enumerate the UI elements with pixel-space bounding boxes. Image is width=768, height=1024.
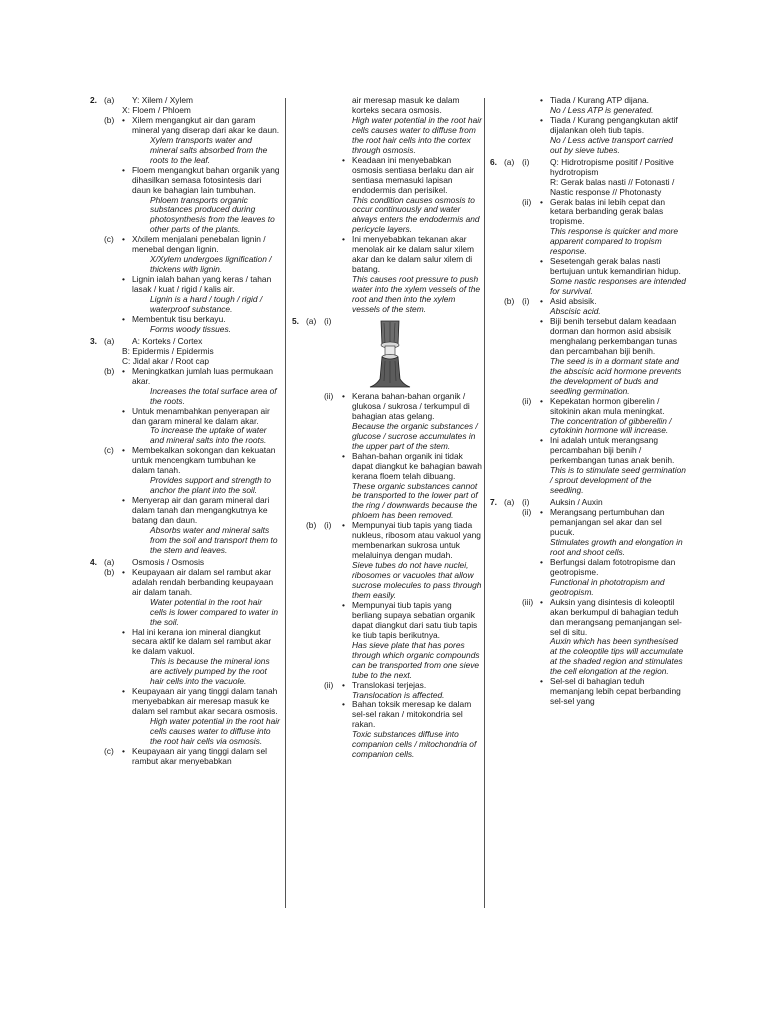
bullet: • [122,686,125,697]
subpart-label: (i) [522,156,530,167]
bullet: • [122,745,125,756]
answer-column-3 [490,96,686,707]
answer-line [490,578,686,598]
english-translation: Phloem transports organic substances produced during photosynthesis from the leaves to other parts of the plants. [150,194,275,235]
answer-text: Membentuk tisu berkayu. [132,313,226,324]
question-number: 4. [90,556,97,567]
answer-line [90,275,280,295]
english-translation: This is because the mineral ions are actively pumped by the root hair cells into the vacuole. [150,656,270,687]
answer-column-2 [292,96,482,760]
answer-line [490,466,686,496]
answer-line [90,568,280,598]
answer-text: Floem mengangkut bahan organik yang dihasilkan semasa fotosintesis dari daun ke bahagian lain tumbuhan. [132,164,280,195]
part-label: (a) [504,497,515,508]
answer-line [490,277,686,297]
part-label: (b) [104,114,115,125]
answer-text: Lignin ialah bahan yang keras / tahan lasak / kuat / rigid / kalis air. [132,274,272,295]
answer-text: Xilem mengangkut air dan garam mineral yang diserap dari akar ke daun. [132,114,280,135]
answer-line [490,136,686,156]
part-label: (c) [104,745,114,756]
answer-text: Keupayaan air yang tinggi dalam sel rambut akar menyebabkan [132,745,268,766]
english-translation: This response is quicker and more apparent compared to tropism response. [550,226,679,257]
answer-text: Kepekatan hormon giberelin / sitokinin akan mula meningkat. [550,395,665,416]
answer-text: Ini menyebabkan tekanan akar menolak air ke dalam salur xilem akar dan ke dalam salur xilem di batang. [352,234,474,275]
answer-line [490,637,686,677]
english-translation: Some nastic responses are intended for survival. [550,276,686,297]
english-translation: High water potential in the root hair cells causes water to diffuse from the root hair cells into the cortex through osmosis. [352,114,482,155]
answer-line [490,508,686,538]
answer-text: C: Jidal akar / Root cap [122,355,210,366]
english-translation: The seed is in a dormant state and the abscisic acid hormone prevents the development of buds and seedling germination. [550,355,682,396]
answer-line [90,196,280,236]
bullet: • [122,405,125,416]
answer-text: Mempunyai tiub tapis yang berliang supaya sebatian organik dapat diangkut dari satu tiub tapis ke tiub tapis berikutnya. [352,599,478,640]
answer-line [490,257,686,277]
answer-line [292,116,482,156]
answer-text: Untuk menambahkan penyerapan air dan garam mineral ke dalam akar. [132,405,270,426]
answer-text: Berfungsi dalam fototropisme dan geotropisme. [550,556,676,577]
answer-line [292,196,482,236]
answer-text: Keupayaan air yang tinggi dalam tanah menyebabkan air meresap masuk ke dalam sel rambut akar secara osmosis. [132,686,278,717]
answer-line [90,496,280,526]
english-translation: Has sieve plate that has pores through which organic compounds can be transported from one sieve tube to the next. [352,639,480,680]
bullet: • [540,315,543,326]
bullet: • [342,520,345,531]
answer-line [90,717,280,747]
answer-text: Keadaan ini menyebabkan osmosis sentiasa berlaku dan air sentiasa memasuki lapisan endodermis dan perisikel. [352,154,474,195]
answer-text: Tiada / Kurang pengangkutan aktif dijalankan oleh tiub tapis. [550,114,678,135]
answer-line [90,687,280,717]
ringed-stem-illustration [364,319,416,389]
answer-line [90,628,280,658]
answer-line [292,482,482,522]
answer-text: B: Epidermis / Epidermis [122,345,214,356]
answer-text: Kerana bahan-bahan organik / glukosa / sukrosa / terkumpul di bahagian atas gelang. [352,390,470,421]
column-divider-2 [484,98,485,908]
answer-line [90,526,280,556]
english-translation: To increase the uptake of water and mineral salts into the roots. [150,425,267,446]
question-number: 2. [90,95,97,105]
answer-text: Membekalkan sokongan dan kekuatan untuk mencengkam tumbuhan ke dalam tanah. [132,445,276,476]
answer-text: Asid absisik. [550,296,597,307]
answer-line [292,700,482,730]
answer-line [490,417,686,437]
part-label: (b) [104,365,115,376]
answer-text: Keupayaan air dalam sel rambut akar adalah rendah berbanding keupayaan air dalam tanah. [132,566,274,597]
answer-column-1 [90,96,280,767]
answer-line [90,657,280,687]
bullet: • [540,95,543,105]
answer-text: Bahan-bahan organik ini tidak dapat diangkut ke bahagian bawah kerana floem telah dibuang. [352,450,482,481]
answer-text: Osmosis / Osmosis [132,556,205,567]
answer-line [490,397,686,417]
bullet: • [540,596,543,607]
bullet: • [540,676,543,687]
bullet: • [540,507,543,518]
answer-line [490,227,686,257]
answer-text: Tiada / Kurang ATP dijana. [550,95,650,105]
bullet: • [122,234,125,245]
answer-text: air meresap masuk ke dalam korteks secara osmosis. [352,95,460,115]
english-translation: Xylem transports water and mineral salts absorbed from the roots to the leaf. [150,134,268,165]
bullet: • [540,556,543,567]
english-translation: X/Xylem undergoes lignification / thickens with lignin. [150,254,272,275]
subpart-label: (i) [522,296,530,307]
answer-text: Auksin yang disintesis di koleoptil akan berkumpul di bahagian teduh dan merangsang pemanjangan sel-sel di situ. [550,596,682,637]
question-number: 6. [490,156,497,167]
bullet: • [122,445,125,456]
bullet: • [122,164,125,175]
part-label: (a) [104,95,115,105]
answer-text: Sel-sel di bahagian teduh memanjang lebih cepat berbanding sel-sel yang [550,676,681,707]
answer-text: Bahan toksik meresap ke dalam sel-sel rakan / mitokondria sel rakan. [352,699,472,730]
question-number: 3. [90,335,97,346]
bullet: • [122,365,125,376]
english-translation: This causes root pressure to push water into the xylem vessels of the root and then into the xylem vessels of the stem. [352,274,481,315]
bullet: • [122,114,125,125]
english-translation: High water potential in the root hair cells causes water to diffuse into the root hair cells via osmosis. [150,716,280,746]
answer-text: Gerak balas ini lebih cepat dan ketara berbanding gerak balas tropisme. [550,196,665,227]
answer-text: Hal ini kerana ion mineral diangkut secara aktif ke dalam sel rambut akar ke dalam vakuol. [132,626,272,657]
answer-line [90,235,280,255]
answer-line [292,392,482,422]
part-label: (a) [104,556,115,567]
subpart-label: (ii) [324,390,334,401]
answer-line [490,116,686,136]
subpart-label: (iii) [522,596,534,607]
subpart-label: (ii) [522,395,532,406]
bullet: • [540,114,543,125]
answer-line [90,446,280,476]
question-number: 7. [490,497,497,508]
answer-line [90,116,280,136]
answer-text: Menyerap air dan garam mineral dari dalam tanah dan mengangkutnya ke batang dan daun. [132,495,270,526]
part-label: (b) [504,296,515,307]
english-translation: The concentration of gibberellin / cytokinin hormone will increase. [550,415,672,436]
bullet: • [122,566,125,577]
answer-line [490,317,686,357]
bullet: • [342,154,345,165]
bullet: • [122,495,125,506]
bullet: • [342,699,345,710]
answer-line [490,198,686,228]
answer-text: Ini adalah untuk merangsang percambahan biji benih / perkembangan tunas anak benih. [550,435,675,466]
answer-text: Y: Xilem / Xylem [132,95,193,105]
english-translation: Forms woody tissues. [150,323,231,334]
answer-line [90,136,280,166]
bullet: • [540,435,543,446]
answer-line [90,476,280,496]
part-label: (a) [104,335,115,346]
english-translation: No / Less ATP is generated. [550,104,654,115]
answer-text: Auksin / Auxin [550,497,603,508]
answer-line [292,275,482,315]
english-translation: Provides support and strength to anchor the plant into the soil. [150,475,272,496]
bullet: • [122,274,125,285]
bullet: • [342,599,345,610]
answer-line [90,426,280,446]
english-translation: Absorbs water and mineral salts from the soil and transport them to the stem and leaves. [150,524,278,555]
bullet: • [540,256,543,267]
answer-line [90,325,280,335]
answer-line [490,178,686,198]
part-label: (a) [504,156,515,167]
english-translation: Because the organic substances / glucose / sucrose accumulates in the upper part of the stem. [352,420,478,451]
answer-line [90,407,280,427]
english-translation: These organic substances cannot be transported to the lower part of the ring / downwards because the phloem has been removed. [352,480,478,521]
english-translation: No / Less active transport carried out by sieve tubes. [550,134,673,155]
answer-line [490,538,686,558]
answer-line [90,166,280,196]
answer-text: Mempunyai tiub tapis yang tiada nukleus, ribosom atau vakuol yang membenarkan sukrosa untuk melaluinya dengan mudah. [352,520,481,561]
subpart-label: (i) [522,497,530,508]
english-translation: Auxin which has been synthesised at the coleoptile tips will accumulate at the shaded region and stimulates the cell elongation at the region. [550,636,684,677]
answer-line [490,436,686,466]
answer-line [292,96,482,116]
part-label: (c) [104,234,114,245]
answer-text: A: Korteks / Cortex [132,335,203,346]
answer-line [292,601,482,641]
answer-text: R: Gerak balas nasti // Fotonasti / Nastic response // Photonasty [550,176,675,197]
answer-line [292,521,482,561]
subpart-label: (ii) [522,196,532,207]
answer-line [90,387,280,407]
answer-line [490,558,686,578]
answer-text: X/xilem menjalani penebalan lignin / menebal dengan lignin. [132,234,266,255]
answer-line [292,561,482,601]
subpart-label: (i) [324,520,332,531]
english-translation: Sieve tubes do not have nuclei, ribosomes or vacuoles that allow sucrose molecules to pass through them easily. [352,560,482,600]
english-translation: Toxic substances diffuse into companion cells / mitochondria of companion cells. [352,729,477,760]
english-translation: This condition causes osmosis to occur continuously and water always enters the endodermis and pericycle layers. [352,194,480,235]
answer-text: Merangsang pertumbuhan dan pemanjangan sel akar dan sel pucuk. [550,507,665,537]
answer-line [292,641,482,681]
answer-line [292,317,482,392]
english-translation: Stimulates growth and elongation in root and shoot cells. [550,536,683,557]
answer-text: Translokasi terjejas. [352,679,427,690]
answer-text: Q: Hidrotropisme positif / Positive hydrotropism [550,156,674,177]
answer-line [292,235,482,275]
bullet: • [342,679,345,690]
bullet: • [342,450,345,461]
answer-line [292,730,482,760]
answer-text: Meningkatkan jumlah luas permukaan akar. [132,365,274,386]
answer-line [90,367,280,387]
answer-line [90,295,280,315]
english-translation: Translocation is affected. [352,689,445,700]
subpart-label: (ii) [324,679,334,690]
bullet: • [540,296,543,307]
bullet: • [342,234,345,245]
english-translation: This is to stimulate seed germination / sprout development of the seedling. [550,465,686,496]
answer-line [490,357,686,397]
english-translation: Lignin is a hard / tough / rigid / waterproof substance. [150,294,263,315]
answer-text: Sesetengah gerak balas nasti bertujuan untuk kemandirian hidup. [550,256,681,277]
answer-line [90,255,280,275]
part-label: (b) [104,566,115,577]
answer-line [490,158,686,178]
column-divider-1 [285,98,286,908]
english-translation: Abscisic acid. [550,306,601,317]
english-translation: Functional in phototropism and geotropism. [550,576,665,597]
bullet: • [540,196,543,207]
question-number: 5. [292,315,299,326]
subpart-label: (ii) [522,507,532,518]
bullet: • [342,390,345,401]
answer-line [292,156,482,196]
answer-line [292,452,482,482]
part-label: (b) [306,520,317,531]
english-translation: Increases the total surface area of the roots. [150,385,277,406]
answer-line [292,422,482,452]
figure-container [352,317,482,392]
bullet: • [122,626,125,637]
bullet: • [540,395,543,406]
bullet: • [122,313,125,324]
part-label: (a) [306,315,317,326]
part-label: (c) [104,445,114,456]
answer-text: Biji benih tersebut dalam keadaan dorman dan hormon asid absisik menghalang perkembangan tunas dan percambahan biji benih. [550,315,678,356]
answer-line [490,598,686,638]
english-translation: Water potential in the root hair cells is lower compared to water in the soil. [150,596,279,627]
answer-line [90,598,280,628]
answer-line [90,747,280,767]
answer-line [490,677,686,707]
subpart-label: (i) [324,315,332,326]
answer-text: X: Floem / Phloem [122,104,191,115]
